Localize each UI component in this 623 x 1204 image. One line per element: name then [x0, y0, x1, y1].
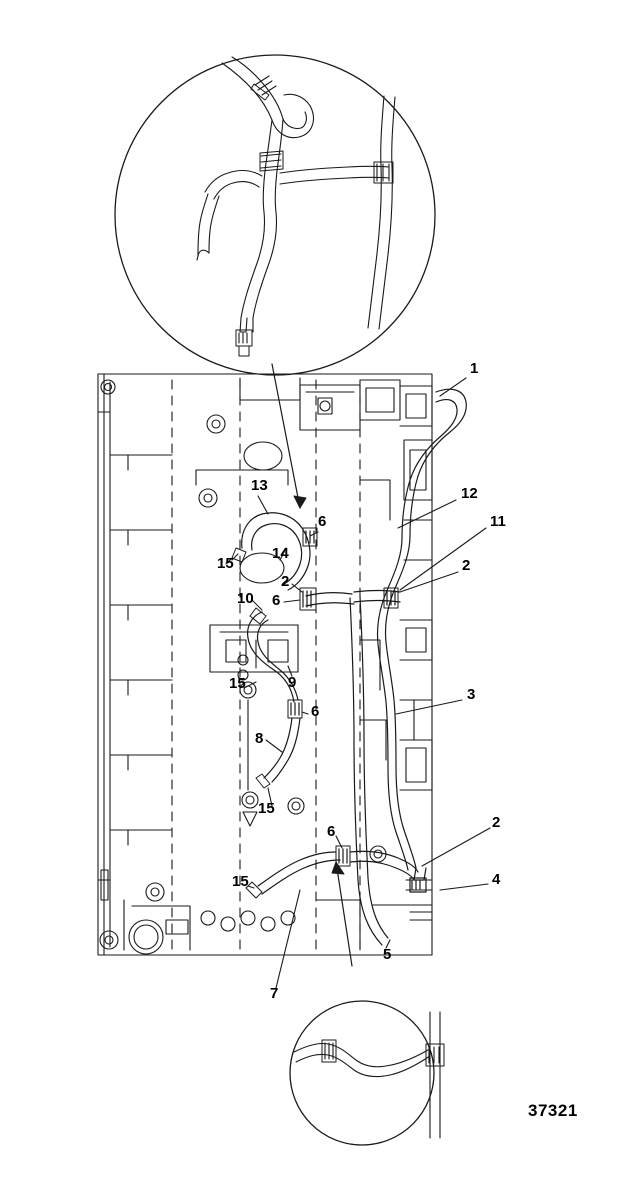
callout-6-upper: 6 — [318, 513, 327, 530]
callout-12: 12 — [461, 485, 478, 502]
callout-11: 11 — [490, 513, 506, 530]
callout-2-b: 2 — [462, 557, 471, 574]
callout-6-bottom: 6 — [327, 823, 336, 840]
callout-15-a: 15 — [217, 555, 234, 572]
callout-6-lower-mid: 6 — [311, 703, 320, 720]
callout-2-c: 2 — [492, 814, 501, 831]
top-detail-circle — [115, 55, 435, 375]
bottom-detail-circle — [290, 1001, 444, 1145]
callout-7: 7 — [270, 985, 279, 1002]
callout-9: 9 — [288, 674, 297, 691]
callout-8: 8 — [255, 730, 264, 747]
callout-13: 13 — [251, 477, 268, 494]
callout-1: 1 — [470, 360, 479, 377]
callout-5: 5 — [383, 946, 392, 963]
callout-6-mid: 6 — [272, 592, 281, 609]
engine-block-outline — [98, 374, 432, 955]
callout-14: 14 — [272, 545, 289, 562]
callout-2-a: 2 — [281, 573, 290, 590]
callout-15-d: 15 — [232, 873, 249, 890]
drawing-part-number: 37321 — [528, 1101, 578, 1120]
callout-4: 4 — [492, 871, 501, 888]
callout-3: 3 — [467, 686, 476, 703]
callout-15-c: 15 — [258, 800, 275, 817]
callout-15-b: 15 — [229, 675, 246, 692]
callout-10: 10 — [237, 590, 254, 607]
